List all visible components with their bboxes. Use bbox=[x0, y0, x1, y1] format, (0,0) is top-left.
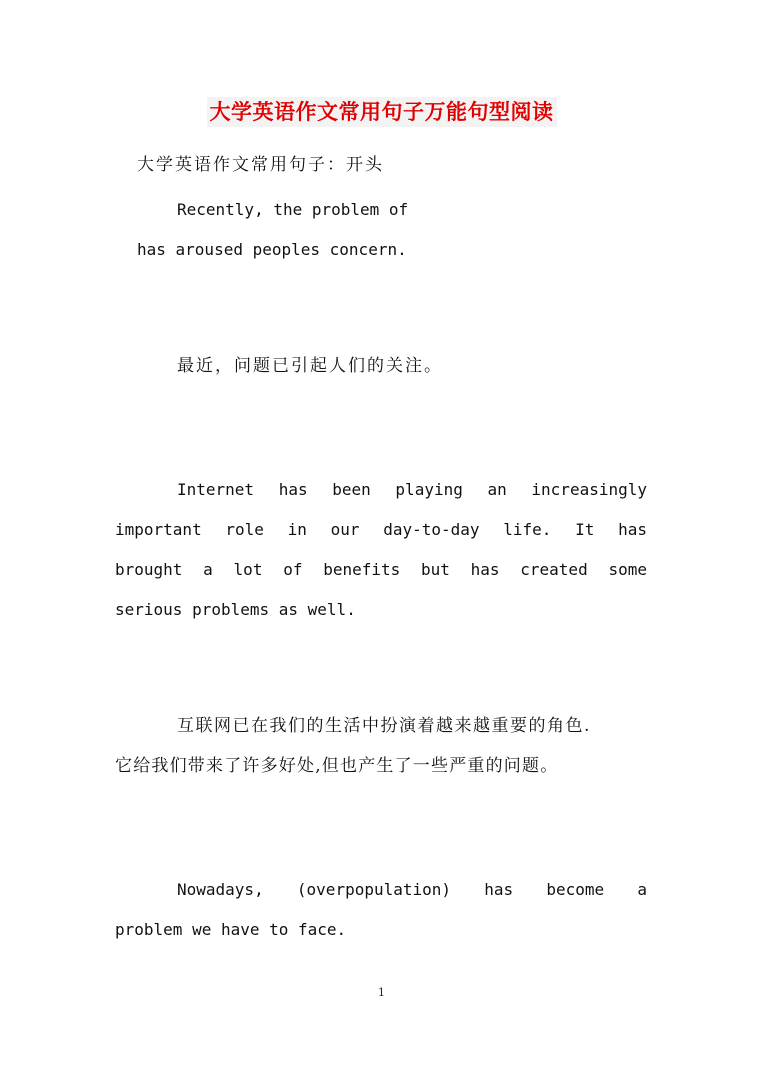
paragraph-3-line-1 bbox=[177, 878, 647, 902]
word: but bbox=[420, 560, 450, 579]
paragraph-2-translation-line-2: 它给我们带来了许多好处,但也产生了一些严重的问题。 bbox=[115, 756, 559, 776]
page-number: 1 bbox=[378, 986, 385, 999]
paragraph-2-line-1 bbox=[177, 478, 647, 502]
word: lot bbox=[233, 560, 263, 579]
word: role bbox=[225, 520, 264, 539]
word: been bbox=[332, 480, 371, 499]
paragraph-1-line-2: has aroused peoples concern. bbox=[137, 240, 407, 259]
word: of bbox=[283, 560, 303, 579]
word: in bbox=[287, 520, 307, 539]
paragraph-3-line-2: problem we have to face. bbox=[115, 920, 347, 939]
word: increasingly bbox=[531, 480, 647, 499]
word: day-to-day bbox=[383, 520, 480, 539]
word: an bbox=[487, 480, 507, 499]
word: our bbox=[330, 520, 360, 539]
word: has bbox=[484, 880, 514, 899]
document-title: 大学英语作文常用句子万能句型阅读 bbox=[207, 97, 557, 127]
paragraph-2-line-2 bbox=[115, 518, 647, 542]
paragraph-1-translation: 最近，问题已引起人们的关注。 bbox=[177, 356, 443, 376]
word: some bbox=[608, 560, 647, 579]
paragraph-2-line-4: serious problems as well. bbox=[115, 600, 356, 619]
word: a bbox=[203, 560, 213, 579]
paragraph-2-translation-line-1: 互联网已在我们的生活中扮演着越来越重要的角色. bbox=[177, 716, 591, 736]
paragraph-2-line-3 bbox=[115, 558, 647, 582]
word: has bbox=[470, 560, 500, 579]
word: has bbox=[618, 520, 647, 539]
word: become bbox=[546, 880, 605, 899]
word: has bbox=[278, 480, 308, 499]
paragraph-1-line-1: Recently, the problem of bbox=[177, 200, 409, 219]
document-title-row bbox=[0, 97, 763, 129]
word: playing bbox=[395, 480, 463, 499]
word: important bbox=[115, 520, 202, 539]
word: Internet bbox=[177, 480, 255, 499]
word: brought bbox=[115, 560, 183, 579]
word: a bbox=[637, 880, 647, 899]
word: life. bbox=[503, 520, 552, 539]
word: benefits bbox=[323, 560, 401, 579]
word: Nowadays, bbox=[177, 880, 264, 899]
word: (overpopulation) bbox=[296, 880, 452, 899]
word: It bbox=[575, 520, 595, 539]
word: created bbox=[520, 560, 588, 579]
section-heading: 大学英语作文常用句子：开头 bbox=[137, 155, 384, 175]
